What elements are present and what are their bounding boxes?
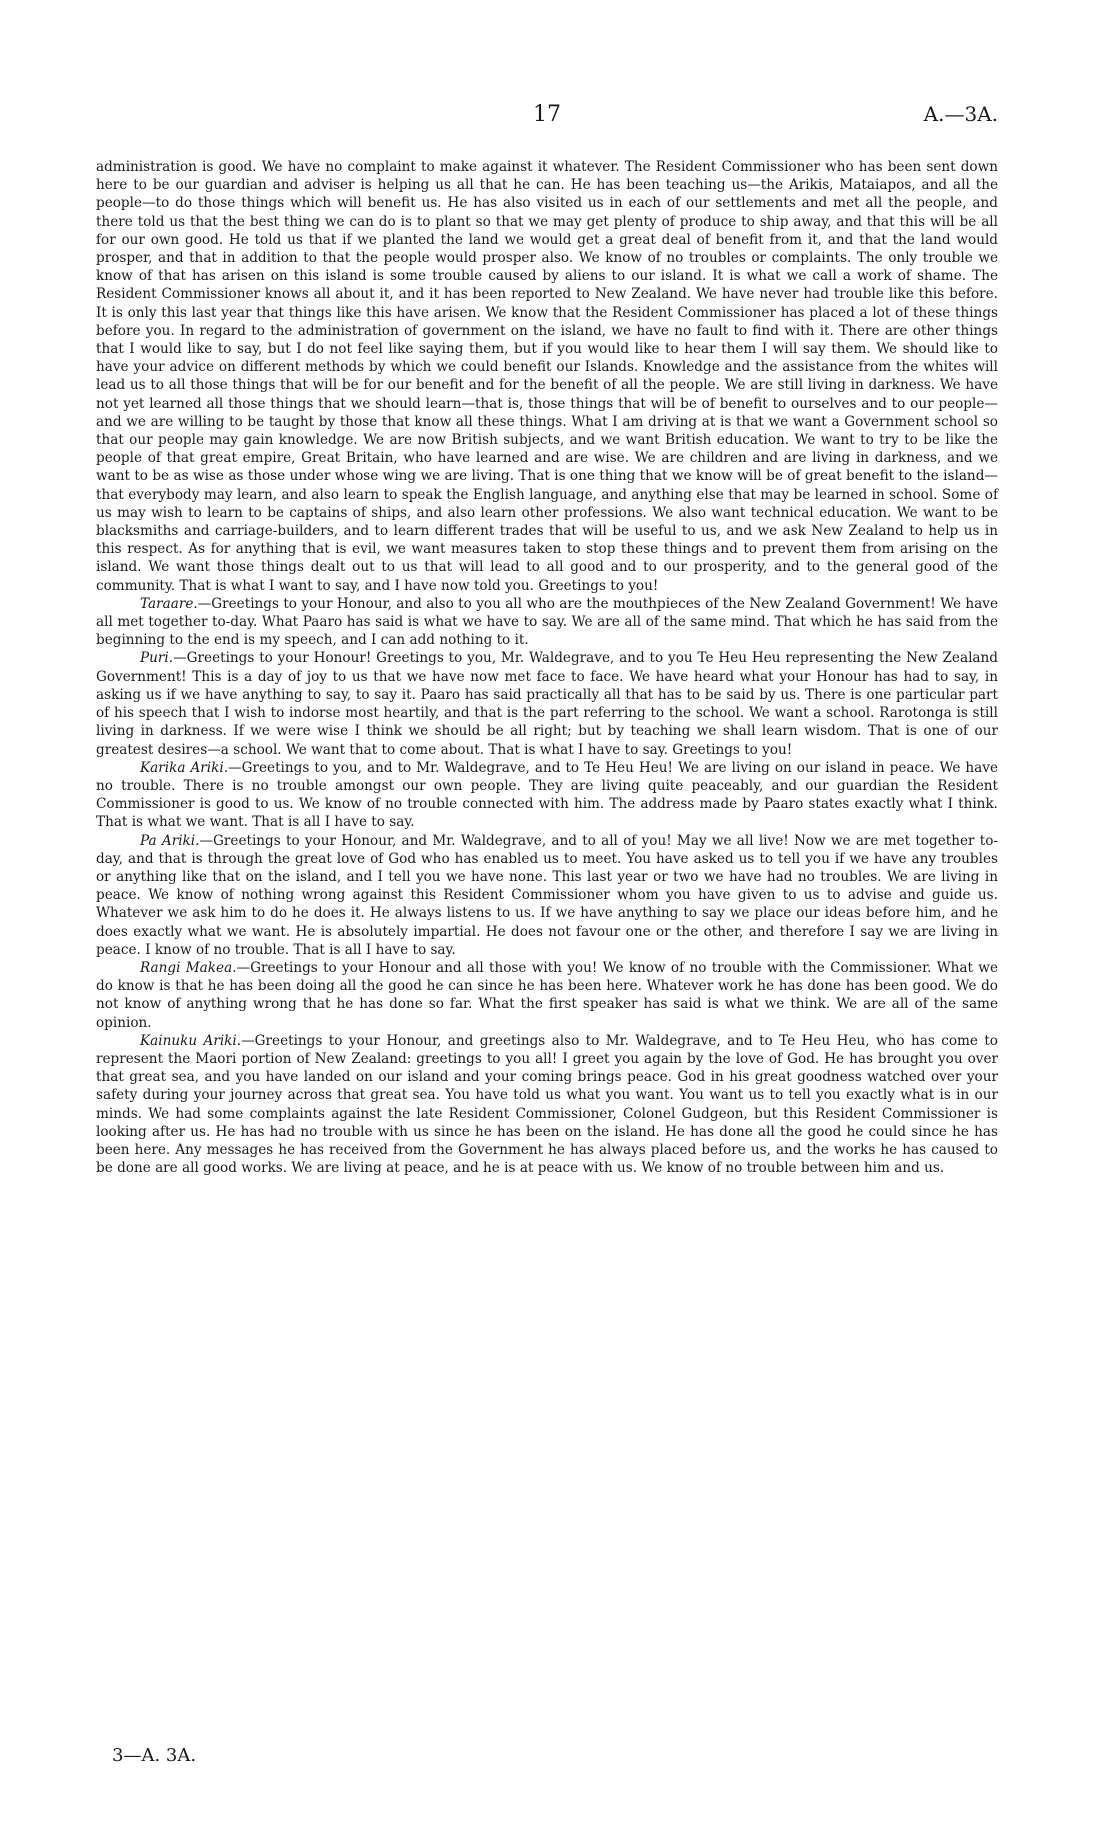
speaker-name: Taraare. [140,595,198,612]
page-header [96,102,998,138]
speech-text: —Greetings to your Honour, and also to you all who are the mouthpieces of the New Zealand Government! We have all met together to-day. What Paaro has said is what we have to say. We are all of the same mind. That which he has said from the beginning to the end is my speech, and I can add nothing to it. [96,595,998,649]
speech-puri [96,649,998,758]
speaker-name: Rangi Makea. [140,959,237,976]
speech-text: —Greetings to your Honour, and greetings also to Mr. Waldegrave, and to Te Heu Heu, who has come to represent the Maori portion of New Zealand: greetings to you all! I greet you again by the love of God. He has brought you over that great sea, and you have landed on our island and your coming brings peace. God in his great goodness watched over your safety during your journey across that great sea. You have told us what you want. You want us to tell you exactly what is in our minds. We had some complaints against the late Resident Commissioner, Colonel Gudgeon, but this Resident Commissioner is looking after us. He has had no trouble with us since he has been on the island. He has done all the good he could since he has been here. Any messages he has received from the Government he has always placed before us, and the works he has caused to be done are all good works. We are living at peace, and he is at peace with us. We know of no trouble between him and us. [96,1032,998,1177]
speech-pa-ariki [96,832,998,959]
document-reference: A.—3A. [923,102,998,126]
speech-kainuku-ariki [96,1032,998,1178]
speech-text: —Greetings to your Honour, and Mr. Waldegrave, and to all of you! May we all live! Now we are met together to-day, and that is through the great love of God who has enabled us to meet. You have asked us to tell you if we have any troubles or anything like that on the island, and I tell you we have none. This last year or two we have had no troubles. We are living in peace. We know of nothing wrong against this Resident Commissioner whom you have given to us to advise and guide us. Whatever we ask him to do he does it. He always listens to us. If we have anything to say we place our ideas before him, and he does exactly what we want. He is absolutely impartial. He does not favour one or the other, and therefore I say we are living in peace. I know of no trouble. That is all I have to say. [96,832,998,958]
speaker-name: Puri. [140,650,174,667]
speech-karika-ariki [96,759,998,832]
speech-taraare [96,595,998,650]
speech-text: —Greetings to your Honour! Greetings to you, Mr. Waldegrave, and to you Te Heu Heu representing the New Zealand Government! This is a day of joy to us that we have now met face to face. We have heard what your Honour has had to say, in asking us if we have anything to say, to say it. Paaro has said practically all that has to be said by us. There is one particular part of his speech that I wish to indorse most heartily, and that is the part referring to the school. We want a school. Rarotonga is still living in darkness. If we were wise I think we should be all right; but by teaching we shall learn wisdom. That is one of our greatest desires—a school. We want that to come about. That is what I have to say. Greetings to you! [96,650,998,758]
speaker-name: Pa Ariki. [140,832,200,849]
paragraph-text: administration is good. We have no complaint to make against it whatever. The Resident Commissioner who has been sent down here to be our guardian and adviser is helping us all that he can. He has been teaching us—the Arikis, Mataiapos, and all the people—to do those things which will benefit us. He has also visited us in each of our settlements and met all the people, and there told us that the best thing we can do is to plant so that we may get plenty of produce to ship away, and that this will be all for our own good. He told us that if we planted the land we would get a great deal of benefit from it, and that the land would prosper, and that in addition to that the people would prosper also. We know of no troubles or complaints. The only trouble we know of that has arisen on this island is some trouble caused by aliens to our island. It is what we call a work of shame. The Resident Commissioner knows all about it, and it has been reported to New Zealand. We have never had trouble like this before. It is only this last year that things like this have arisen. We know that the Resident Commissioner has placed a lot of these things before you. In regard to the administration of government on the island, we have no fault to find with it. There are other things that I would like to say, but I do not feel like saying them, but if you would like to hear them I will say them. We should like to have your advice on different methods by which we could benefit our Islands. Knowledge and the assistance from the whites will lead us to all those things that will be for our benefit and for the benefit of all the people. We are still living in darkness. We have not yet learned all those things that we should learn—that is, those things that will be of benefit to ourselves and to our people—and we are willing to be taught by those that know all these things. What I am driving at is that we want a Government school so that our people may gain knowledge. We are now British subjects, and we want British education. We want to try to be like the people of that great empire, Great Britain, who have learned and are wise. We are children and are living in darkness, and we want to be as wise as those under whose wing we are living. That is one thing that we know will be of great benefit to the island—that everybody may learn, and also learn to speak the English language, and anything else that may be learned in school. Some of us may wish to learn to be captains of ships, and also learn other professions. We also want technical education. We want to be blacksmiths and carriage-builders, and to learn different trades that will be useful to us, and we ask New Zealand to help us in this respect. As for anything that is evil, we want measures taken to stop these things and to prevent them from arising on the island. We want those things dealt out to us that will lead to all good and to our prosperity, and to the general good of the community. That is what I want to say, and I have now told you. Greetings to you! [96,159,998,594]
speech-text: —Greetings to your Honour and all those with you! We know of no trouble with the Commissioner. What we do know is that he has been doing all the good he can since he has been here. Whatever work he has done has been good. We do not know of anything wrong that he has done so far. What the first speaker has said is what we think. We are all of the same opinion. [96,959,998,1031]
speaker-name: Kainuku Ariki. [140,1032,242,1049]
paragraph-continuation [96,158,998,595]
speaker-name: Karika Ariki. [140,759,229,776]
page-number: 17 [533,102,561,127]
speech-rangi-makea [96,959,998,1032]
footer-signature: 3—A. 3A. [112,1745,197,1766]
body-text [96,158,998,1177]
speech-text: —Greetings to you, and to Mr. Waldegrave, and to Te Heu Heu! We are living on our island in peace. We have no trouble. There is no trouble amongst our own people. They are living quite peaceably, and our guardian the Resident Commissioner is good to us. We know of no trouble connected with him. The address made by Paaro states exactly what I think. That is what we want. That is all I have to say. [96,759,998,831]
